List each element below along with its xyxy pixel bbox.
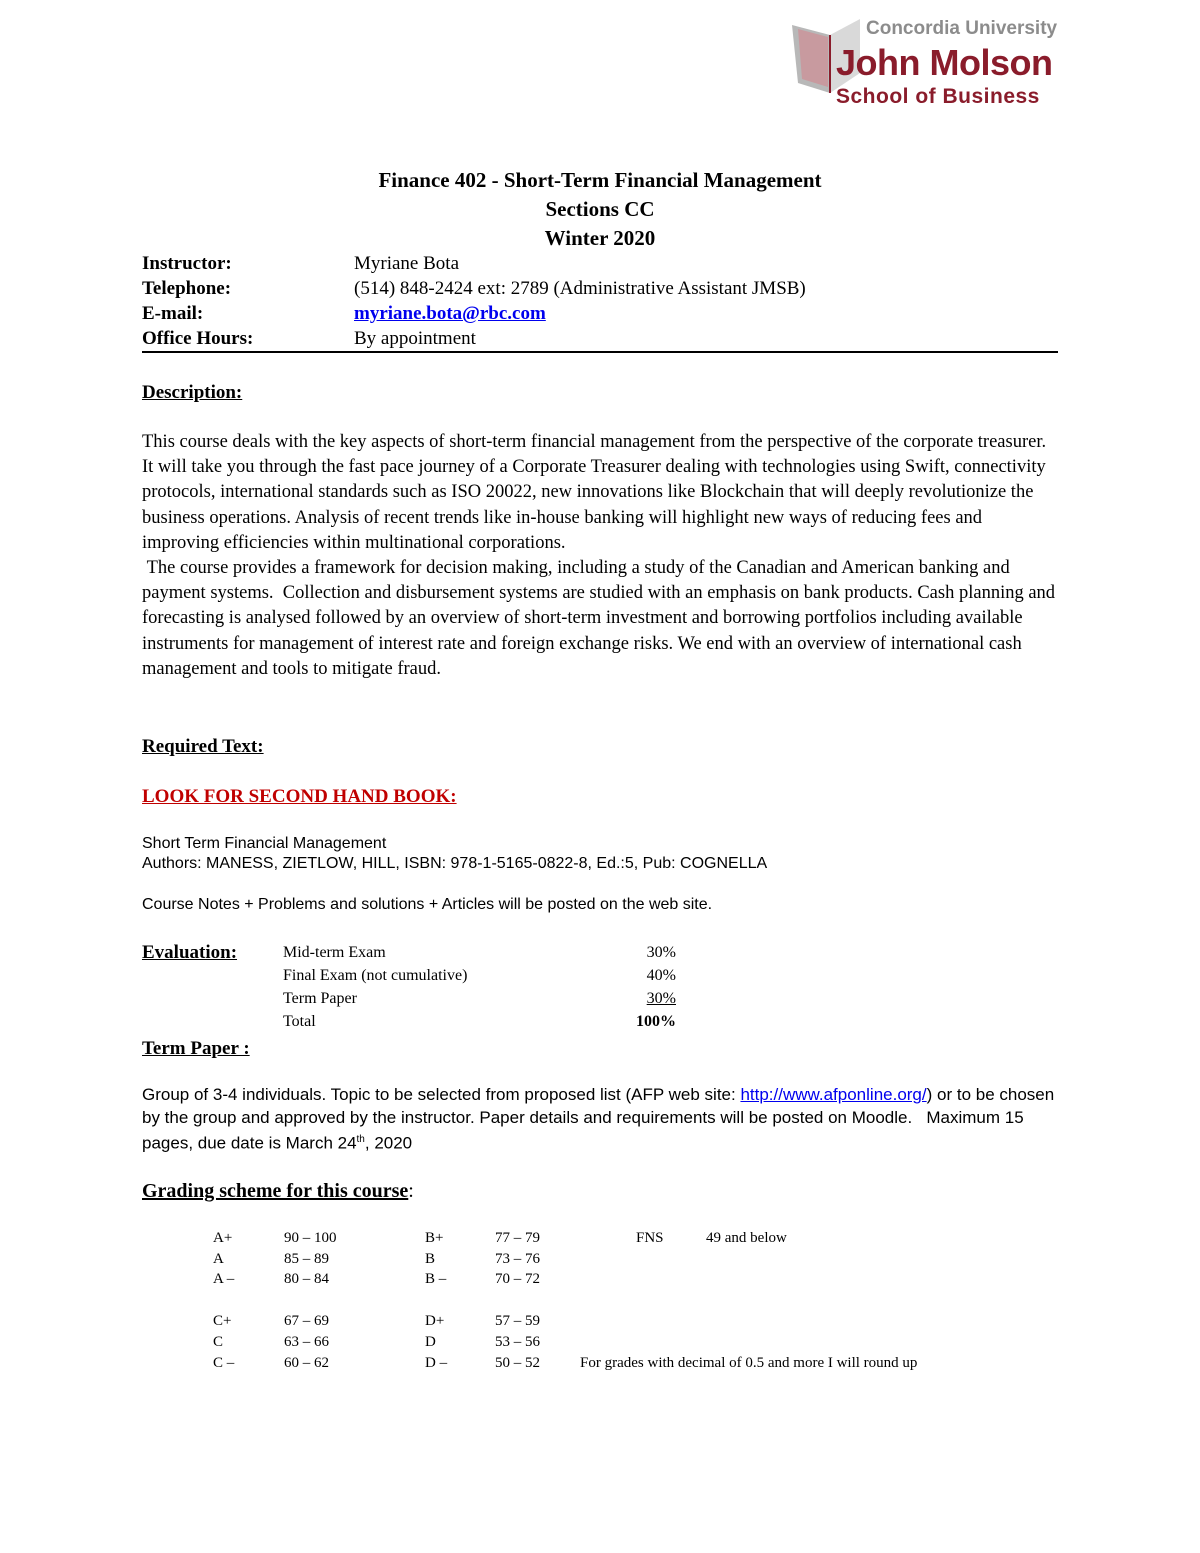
grade-letter: B –: [425, 1271, 447, 1287]
course-notes-info: Course Notes + Problems and solutions + Articles will be posted on the web site.: [142, 896, 713, 913]
grade-range: 67 – 69: [284, 1313, 329, 1329]
eval-item-label: Final Exam (not cumulative): [283, 967, 468, 984]
second-hand-book-notice: LOOK FOR SECOND HAND BOOK:: [142, 786, 457, 807]
grading-heading: [142, 1180, 414, 1203]
grading-heading-text: Grading scheme for this course: [142, 1180, 409, 1202]
grade-letter: C+: [213, 1313, 232, 1329]
description-heading: Description:: [142, 382, 243, 403]
grade-range: 49 and below: [706, 1230, 787, 1246]
logo-school-subtitle: School of Business: [836, 85, 1040, 108]
eval-item-pct: 40%: [646, 967, 676, 984]
grade-range: 77 – 79: [495, 1230, 540, 1246]
term-paper-text-1: Group of 3-4 individuals. Topic to be selected from proposed list (AFP web site:: [142, 1085, 741, 1104]
divider-line: [142, 351, 1058, 353]
rounding-note: For grades with decimal of 0.5 and more I will round up: [580, 1355, 918, 1371]
term-paper-text-3: , 2020: [364, 1133, 413, 1153]
grade-range: 50 – 52: [495, 1355, 540, 1371]
telephone-label: Telephone:: [142, 278, 232, 299]
grade-letter: C: [213, 1334, 224, 1350]
grade-range: 90 – 100: [284, 1230, 337, 1246]
description-paragraph-1: This course deals with the key aspects of short-term financial management from the perspective of the corporate treasurer. It will take you through the fast pace journey of a Corporate Treasurer dealing with technologies using Swift, connectivity protocols, international standards such as ISO 20022, new innovations like Blockchain that will deeply revolutionize the business operations. Analysis of recent trends like in-house banking will highlight new ways of reducing fees and improving efficiencies within multinational corporations.: [142, 432, 1047, 553]
afp-website-link[interactable]: http://www.afponline.org/: [740, 1085, 927, 1104]
required-text-heading: Required Text:: [142, 736, 264, 757]
instructor-label: Instructor:: [142, 253, 232, 274]
grade-letter: C –: [213, 1355, 235, 1371]
grade-range: 53 – 56: [495, 1334, 540, 1350]
term-paper-heading: Term Paper :: [142, 1038, 250, 1059]
course-term: Winter 2020: [544, 226, 656, 250]
telephone-value: (514) 848-2424 ext: 2789 (Administrative Assistant JMSB): [354, 278, 806, 299]
term-paper-text-2: ) or to be chosen by the group and approved by the instructor. Paper details and requirements will be posted on Moodle. Maximum 15 pages, due date is March 24: [142, 1085, 1059, 1153]
logo-school-name: John Molson: [836, 42, 1053, 83]
grade-letter: D+: [425, 1313, 445, 1329]
logo-university-name: Concordia University: [866, 18, 1058, 39]
grade-letter: B+: [425, 1230, 444, 1246]
office-hours-value: By appointment: [354, 328, 476, 349]
eval-total-label: Total: [283, 1013, 316, 1030]
instructor-value: Myriane Bota: [354, 253, 460, 274]
grade-range: 60 – 62: [284, 1355, 329, 1371]
grade-letter: D: [425, 1334, 436, 1350]
eval-item-pct: 30%: [646, 944, 676, 961]
grade-range: 57 – 59: [495, 1313, 540, 1329]
grade-letter: A –: [213, 1271, 235, 1287]
book-details: Authors: MANESS, ZIETLOW, HILL, ISBN: 978-1-5165-0822-8, Ed.:5, Pub: COGNELLA: [142, 855, 768, 872]
grade-letter: B: [425, 1251, 436, 1267]
description-paragraph-2: The course provides a framework for decision making, including a study of the Canadian and American banking and payment systems. Collection and disbursement systems are studied with an emphasis on bank products. Cash planning and forecasting is analysed followed by an overview of short-term investment and borrowing portfolios including available instruments for management of interest rate and foreign exchange risks. We end with an overview of international cash management and tools to mitigate fraud.: [142, 558, 1060, 679]
school-logo: [790, 15, 1070, 110]
grade-range: 85 – 89: [284, 1251, 329, 1267]
course-sections: Sections CC: [545, 197, 655, 221]
grade-letter: A+: [213, 1230, 233, 1246]
grade-range: 80 – 84: [284, 1271, 329, 1287]
grade-letter: D –: [425, 1355, 448, 1371]
eval-item-pct: [600, 990, 676, 1008]
book-title: Short Term Financial Management: [142, 835, 387, 852]
term-paper-body: [142, 1084, 1067, 1155]
grade-letter: FNS: [636, 1230, 664, 1246]
grade-letter: A: [213, 1251, 224, 1267]
grade-range: 70 – 72: [495, 1271, 540, 1287]
grade-range: 63 – 66: [284, 1334, 329, 1350]
eval-item-pct-value: 30%: [646, 990, 676, 1007]
course-title: Finance 402 - Short-Term Financial Management: [378, 168, 822, 192]
grading-heading-colon: :: [408, 1180, 414, 1202]
email-link[interactable]: myriane.bota@rbc.com: [354, 303, 546, 324]
grade-range: 73 – 76: [495, 1251, 540, 1267]
description-body: [142, 430, 1062, 682]
eval-total-pct: 100%: [636, 1013, 676, 1030]
office-hours-label: Office Hours:: [142, 328, 254, 349]
email-label: E-mail:: [142, 303, 204, 324]
term-paper-superscript: th: [356, 1134, 365, 1145]
eval-item-label: Term Paper: [283, 990, 357, 1007]
eval-item-label: Mid-term Exam: [283, 944, 386, 961]
evaluation-heading: Evaluation:: [142, 942, 238, 963]
